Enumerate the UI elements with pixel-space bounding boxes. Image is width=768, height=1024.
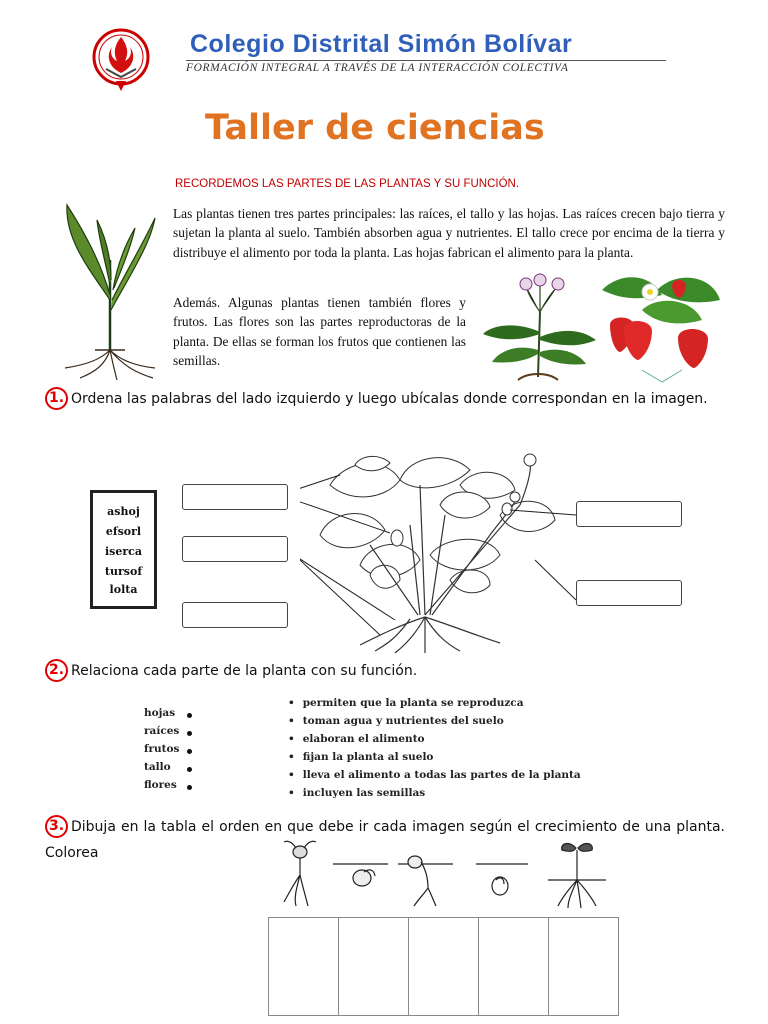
question-1-text: Ordena las palabras del lado izquierdo y luego ubícalas donde correspondan en la imagen. <box>71 391 708 407</box>
growth-order-table <box>268 917 619 1016</box>
plant-part: hojas <box>144 707 176 719</box>
function-item: • incluyen las semillas <box>288 787 425 799</box>
question-2-text: Relaciona cada parte de la planta con su función. <box>71 663 418 679</box>
answer-box[interactable] <box>576 580 682 606</box>
question-3-text: Dibuja en la tabla el orden en que debe ir cada imagen según el crecimiento de una planta. Colorea <box>45 819 725 861</box>
flowers-paragraph: Además. Algunas plantas tienen también flores y frutos. Las flores son las partes reproductoras de la planta. De ellas se forman los frutos que contienen las semillas. <box>173 295 466 368</box>
header-divider <box>186 60 666 61</box>
question-2 <box>45 658 725 684</box>
strawberry-illustration <box>602 270 720 384</box>
intro-paragraph: Las plantas tienen tres partes principales: las raíces, el tallo y las hojas. Las raíces crecen bajo tierra y sujetan la planta al suelo. También absorben agua y nutrientes. El tallo crece por encima de la tierra y distribuye el alimento por toda la planta. Las hojas fabrican el alimento para la planta. <box>173 206 725 260</box>
growth-stages-illustration <box>278 840 608 910</box>
plant-illustration <box>55 200 165 380</box>
answer-box[interactable] <box>182 484 288 510</box>
question-number: 1. <box>45 387 68 410</box>
connector-dot[interactable] <box>187 749 192 754</box>
answer-box[interactable] <box>182 536 288 562</box>
plant-part: flores <box>144 779 177 791</box>
strawberry-plant-diagram <box>300 445 600 655</box>
scrambled-word: iserca <box>105 545 142 558</box>
school-name: Colegio Distrital Simón Bolívar <box>190 30 573 58</box>
page-title: Taller de ciencias <box>205 108 545 148</box>
scrambled-words-box <box>90 490 157 609</box>
function-item: • toman agua y nutrientes del suelo <box>288 715 504 727</box>
function-item: • elaboran el alimento <box>288 733 425 745</box>
connector-dot[interactable] <box>187 731 192 736</box>
table-cell[interactable] <box>409 918 479 1016</box>
scrambled-word: ashoj <box>107 505 140 518</box>
scrambled-word: lolta <box>109 583 138 596</box>
plant-part: frutos <box>144 743 180 755</box>
connector-dot[interactable] <box>187 767 192 772</box>
function-item: • lleva el alimento a todas las partes de la planta <box>288 769 581 781</box>
question-number: 2. <box>45 659 68 682</box>
answer-box[interactable] <box>576 501 682 527</box>
function-item: • fijan la planta al suelo <box>288 751 433 763</box>
scrambled-word: efsorl <box>105 525 142 538</box>
flowering-plant-illustration <box>478 272 598 384</box>
table-cell[interactable] <box>479 918 549 1016</box>
function-item: • permiten que la planta se reproduzca <box>288 697 524 709</box>
section-subtitle: RECORDEMOS LAS PARTES DE LAS PLANTAS Y SU FUNCIÓN. <box>175 178 520 190</box>
plant-part: tallo <box>144 761 171 773</box>
table-cell[interactable] <box>549 918 619 1016</box>
question-number: 3. <box>45 815 68 838</box>
answer-box[interactable] <box>182 602 288 628</box>
table-cell[interactable] <box>339 918 409 1016</box>
connector-dot[interactable] <box>187 713 192 718</box>
connector-dot[interactable] <box>187 785 192 790</box>
school-crest-icon <box>86 25 156 95</box>
school-motto: FORMACIÓN INTEGRAL A TRAVÉS DE LA INTERACCIÓN COLECTIVA <box>186 62 569 74</box>
plant-part: raíces <box>144 725 180 737</box>
table-cell[interactable] <box>269 918 339 1016</box>
scrambled-word: tursof <box>104 565 143 578</box>
question-1 <box>45 386 725 412</box>
